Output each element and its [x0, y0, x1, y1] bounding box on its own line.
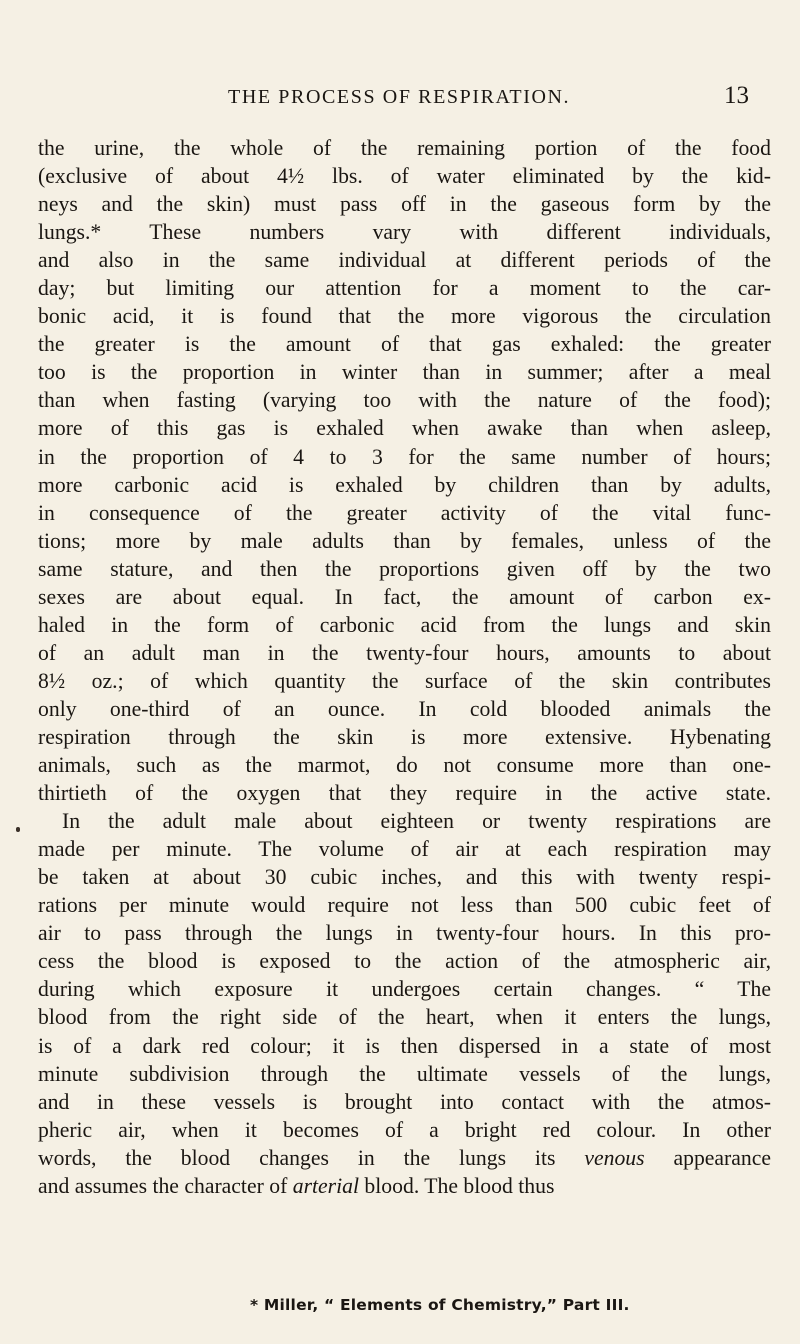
text-line: in consequence of the greater activity of the vital func- [38, 500, 771, 525]
text-line: pheric air, when it becomes of a bright red colour. In other [38, 1117, 771, 1142]
text-line: and in these vessels is brought into contact with the atmos- [38, 1089, 771, 1114]
text-line: cess the blood is exposed to the action of the atmospheric air, [38, 949, 771, 974]
body-text [38, 134, 771, 1200]
text-line: is of a dark red colour; it is then dispersed in a state of most [38, 1033, 771, 1058]
running-head [0, 82, 800, 116]
text-line: only one-third of an ounce. In cold blooded animals the [38, 696, 771, 721]
italic-word: venous [584, 1145, 645, 1170]
text-line: bonic acid, it is found that the more vigorous the circulation [38, 304, 771, 329]
text-line: in the proportion of 4 to 3 for the same number of hours; [38, 444, 771, 469]
text-segment: words, the blood changes in the lungs its [38, 1145, 585, 1170]
text-line: lungs.* These numbers vary with different individuals, [38, 220, 771, 245]
text-line [38, 1144, 771, 1172]
page-number: 13 [724, 82, 749, 109]
text-line: minute subdivision through the ultimate vessels of the lungs, [38, 1061, 771, 1086]
text-line: air to pass through the lungs in twenty-four hours. In this pro- [38, 921, 771, 946]
text-line: 8½ oz.; of which quantity the surface of the skin contributes [38, 668, 771, 693]
text-line: rations per minute would require not less than 500 cubic feet of [38, 893, 771, 918]
text-line: sexes are about equal. In fact, the amount of carbon ex- [38, 584, 771, 609]
text-line: same stature, and then the proportions given off by the two [38, 556, 771, 581]
text-line: haled in the form of carbonic acid from the lungs and skin [38, 612, 771, 637]
text-line: respiration through the skin is more extensive. Hybenating [38, 724, 771, 749]
text-segment: appearance [644, 1145, 772, 1170]
text-line: the urine, the whole of the remaining portion of the food [38, 136, 771, 160]
text-segment: blood. The blood thus [359, 1173, 555, 1198]
text-line: the greater is the amount of that gas exhaled: the greater [38, 332, 771, 357]
text-line: than when fasting (varying too with the nature of the food); [38, 388, 771, 413]
text-line: day; but limiting our attention for a moment to the car- [38, 276, 771, 301]
paragraph-start-line: In the adult male about eighteen or twenty respirations are [62, 809, 771, 834]
text-line: neys and the skin) must pass off in the gaseous form by the [38, 192, 771, 217]
text-line: more of this gas is exhaled when awake than when asleep, [38, 416, 771, 441]
text-line: and also in the same individual at different periods of the [38, 248, 771, 273]
text-segment: and assumes the character of [38, 1173, 293, 1198]
text-line: too is the proportion in winter than in summer; after a meal [38, 360, 771, 385]
text-line: be taken at about 30 cubic inches, and this with twenty respi- [38, 865, 771, 890]
text-line: blood from the right side of the heart, when it enters the lungs, [38, 1005, 771, 1030]
text-line: more carbonic acid is exhaled by children than by adults, [38, 472, 771, 497]
text-line [38, 1172, 771, 1200]
running-title: THE PROCESS OF RESPIRATION. [228, 86, 571, 108]
footnote: * Miller, “ Elements of Chemistry,” Part III. [250, 1296, 630, 1314]
text-line: during which exposure it undergoes certain changes. “ The [38, 977, 771, 1002]
italic-word: arterial [292, 1173, 359, 1198]
text-line: tions; more by male adults than by females, unless of the [38, 528, 771, 553]
text-line: thirtieth of the oxygen that they require in the active state. [38, 781, 771, 806]
text-line: (exclusive of about 4½ lbs. of water eliminated by the kid- [38, 164, 771, 189]
margin-mark [16, 827, 20, 832]
text-line: animals, such as the marmot, do not consume more than one- [38, 753, 771, 778]
text-line: of an adult man in the twenty-four hours, amounts to about [38, 640, 771, 665]
text-line: made per minute. The volume of air at each respiration may [38, 837, 771, 862]
